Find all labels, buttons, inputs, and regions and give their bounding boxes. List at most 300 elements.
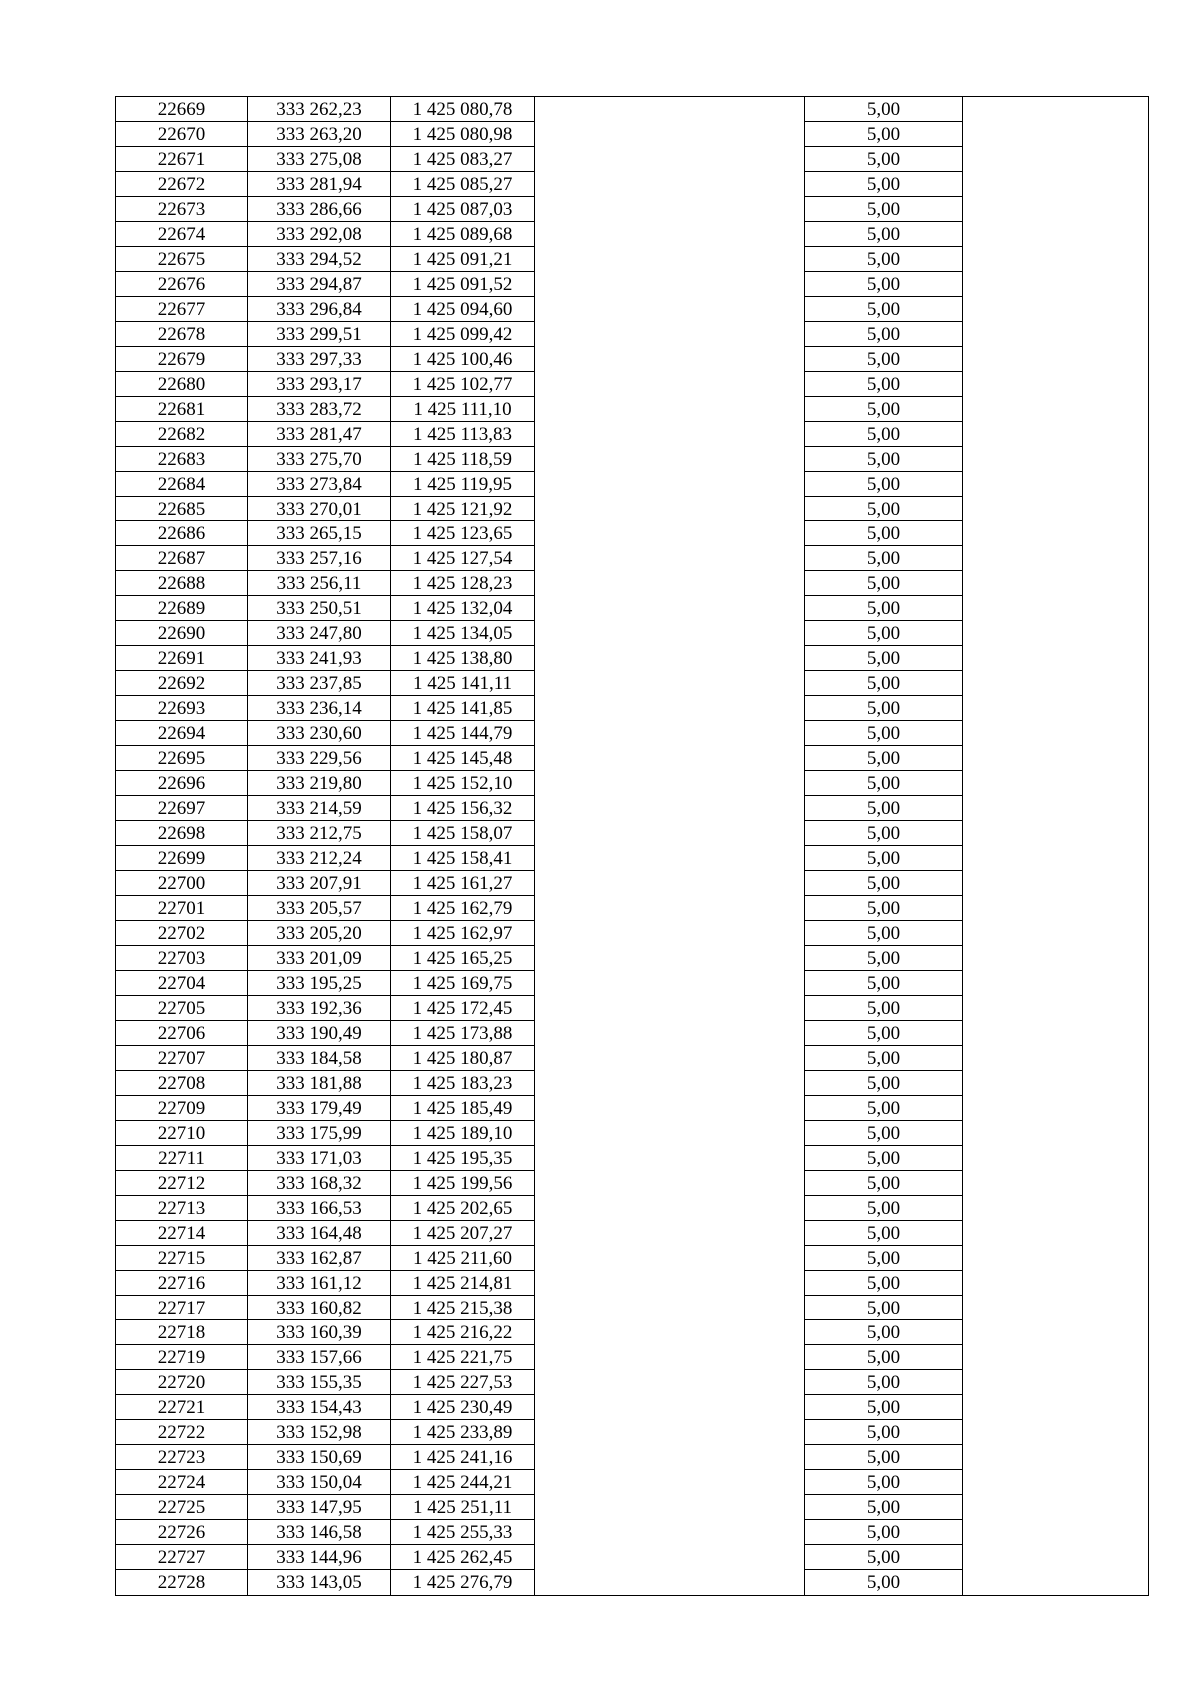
point-number-cell: 22696: [116, 771, 248, 796]
y-coordinate-cell: 1 425 123,65: [391, 521, 535, 546]
table-row: [116, 1196, 1148, 1221]
point-number-cell: 22674: [116, 222, 248, 247]
y-coordinate-cell: 1 425 132,04: [391, 596, 535, 621]
table-row: [116, 1171, 1148, 1196]
point-number-cell: 22683: [116, 447, 248, 472]
table-row: [116, 1420, 1148, 1445]
y-coordinate-cell: 1 425 202,65: [391, 1196, 535, 1221]
description-cell: [535, 1046, 805, 1071]
note-cell: [963, 1196, 1148, 1221]
accuracy-cell: 5,00: [805, 1470, 963, 1495]
x-coordinate-cell: 333 214,59: [248, 796, 391, 821]
accuracy-cell: 5,00: [805, 721, 963, 746]
table-row: [116, 1395, 1148, 1420]
accuracy-cell: 5,00: [805, 472, 963, 497]
description-cell: [535, 696, 805, 721]
point-number-cell: 22688: [116, 571, 248, 596]
x-coordinate-cell: 333 275,70: [248, 447, 391, 472]
accuracy-cell: 5,00: [805, 1171, 963, 1196]
description-cell: [535, 472, 805, 497]
description-cell: [535, 546, 805, 571]
x-coordinate-cell: 333 157,66: [248, 1345, 391, 1370]
y-coordinate-cell: 1 425 094,60: [391, 297, 535, 322]
x-coordinate-cell: 333 256,11: [248, 571, 391, 596]
y-coordinate-cell: 1 425 255,33: [391, 1520, 535, 1545]
y-coordinate-cell: 1 425 244,21: [391, 1470, 535, 1495]
description-cell: [535, 1370, 805, 1395]
x-coordinate-cell: 333 263,20: [248, 122, 391, 147]
accuracy-cell: 5,00: [805, 297, 963, 322]
description-cell: [535, 796, 805, 821]
point-number-cell: 22669: [116, 97, 248, 122]
note-cell: [963, 821, 1148, 846]
table-row: [116, 1370, 1148, 1395]
description-cell: [535, 1196, 805, 1221]
description-cell: [535, 1395, 805, 1420]
description-cell: [535, 97, 805, 122]
y-coordinate-cell: 1 425 089,68: [391, 222, 535, 247]
description-cell: [535, 197, 805, 222]
note-cell: [963, 971, 1148, 996]
table-row: [116, 621, 1148, 646]
table-row: [116, 122, 1148, 147]
x-coordinate-cell: 333 237,85: [248, 671, 391, 696]
accuracy-cell: 5,00: [805, 971, 963, 996]
x-coordinate-cell: 333 273,84: [248, 472, 391, 497]
x-coordinate-cell: 333 297,33: [248, 347, 391, 372]
point-number-cell: 22685: [116, 497, 248, 522]
accuracy-cell: 5,00: [805, 1046, 963, 1071]
x-coordinate-cell: 333 160,82: [248, 1296, 391, 1321]
point-number-cell: 22709: [116, 1096, 248, 1121]
y-coordinate-cell: 1 425 085,27: [391, 172, 535, 197]
note-cell: [963, 297, 1148, 322]
point-number-cell: 22725: [116, 1495, 248, 1520]
accuracy-cell: 5,00: [805, 447, 963, 472]
x-coordinate-cell: 333 195,25: [248, 971, 391, 996]
description-cell: [535, 297, 805, 322]
table-row: [116, 1246, 1148, 1271]
accuracy-cell: 5,00: [805, 1071, 963, 1096]
accuracy-cell: 5,00: [805, 621, 963, 646]
accuracy-cell: 5,00: [805, 1196, 963, 1221]
accuracy-cell: 5,00: [805, 1246, 963, 1271]
table-row: [116, 197, 1148, 222]
table-row: [116, 497, 1148, 522]
table-row: [116, 347, 1148, 372]
x-coordinate-cell: 333 155,35: [248, 1370, 391, 1395]
point-number-cell: 22682: [116, 422, 248, 447]
table-row: [116, 546, 1148, 571]
note-cell: [963, 1121, 1148, 1146]
note-cell: [963, 1570, 1148, 1595]
point-number-cell: 22710: [116, 1121, 248, 1146]
accuracy-cell: 5,00: [805, 172, 963, 197]
note-cell: [963, 721, 1148, 746]
table-row: [116, 971, 1148, 996]
x-coordinate-cell: 333 192,36: [248, 996, 391, 1021]
note-cell: [963, 596, 1148, 621]
x-coordinate-cell: 333 181,88: [248, 1071, 391, 1096]
table-row: [116, 1445, 1148, 1470]
note-cell: [963, 1021, 1148, 1046]
x-coordinate-cell: 333 265,15: [248, 521, 391, 546]
x-coordinate-cell: 333 281,94: [248, 172, 391, 197]
note-cell: [963, 1296, 1148, 1321]
table-row: [116, 796, 1148, 821]
point-number-cell: 22671: [116, 147, 248, 172]
y-coordinate-cell: 1 425 141,11: [391, 671, 535, 696]
table-row: [116, 696, 1148, 721]
table-row: [116, 397, 1148, 422]
x-coordinate-cell: 333 184,58: [248, 1046, 391, 1071]
table-row: [116, 571, 1148, 596]
point-number-cell: 22675: [116, 247, 248, 272]
note-cell: [963, 921, 1148, 946]
accuracy-cell: 5,00: [805, 147, 963, 172]
point-number-cell: 22702: [116, 921, 248, 946]
table-row: [116, 1271, 1148, 1296]
note-cell: [963, 746, 1148, 771]
accuracy-cell: 5,00: [805, 646, 963, 671]
accuracy-cell: 5,00: [805, 1445, 963, 1470]
note-cell: [963, 521, 1148, 546]
y-coordinate-cell: 1 425 087,03: [391, 197, 535, 222]
accuracy-cell: 5,00: [805, 347, 963, 372]
x-coordinate-cell: 333 219,80: [248, 771, 391, 796]
note-cell: [963, 222, 1148, 247]
description-cell: [535, 771, 805, 796]
x-coordinate-cell: 333 294,87: [248, 272, 391, 297]
y-coordinate-cell: 1 425 141,85: [391, 696, 535, 721]
table-row: [116, 272, 1148, 297]
y-coordinate-cell: 1 425 162,97: [391, 921, 535, 946]
accuracy-cell: 5,00: [805, 222, 963, 247]
point-number-cell: 22681: [116, 397, 248, 422]
description-cell: [535, 846, 805, 871]
description-cell: [535, 646, 805, 671]
x-coordinate-cell: 333 161,12: [248, 1271, 391, 1296]
y-coordinate-cell: 1 425 111,10: [391, 397, 535, 422]
note-cell: [963, 696, 1148, 721]
point-number-cell: 22673: [116, 197, 248, 222]
point-number-cell: 22670: [116, 122, 248, 147]
note-cell: [963, 97, 1148, 122]
note-cell: [963, 1071, 1148, 1096]
table-row: [116, 97, 1148, 122]
note-cell: [963, 571, 1148, 596]
point-number-cell: 22713: [116, 1196, 248, 1221]
description-cell: [535, 721, 805, 746]
point-number-cell: 22677: [116, 297, 248, 322]
accuracy-cell: 5,00: [805, 1345, 963, 1370]
table-row: [116, 447, 1148, 472]
y-coordinate-cell: 1 425 127,54: [391, 546, 535, 571]
point-number-cell: 22714: [116, 1221, 248, 1246]
point-number-cell: 22692: [116, 671, 248, 696]
note-cell: [963, 347, 1148, 372]
table-row: [116, 172, 1148, 197]
note-cell: [963, 1545, 1148, 1570]
point-number-cell: 22686: [116, 521, 248, 546]
note-cell: [963, 1520, 1148, 1545]
accuracy-cell: 5,00: [805, 372, 963, 397]
x-coordinate-cell: 333 229,56: [248, 746, 391, 771]
table-row: [116, 646, 1148, 671]
point-number-cell: 22687: [116, 546, 248, 571]
table-row: [116, 322, 1148, 347]
y-coordinate-cell: 1 425 099,42: [391, 322, 535, 347]
description-cell: [535, 896, 805, 921]
point-number-cell: 22724: [116, 1470, 248, 1495]
x-coordinate-cell: 333 230,60: [248, 721, 391, 746]
x-coordinate-cell: 333 152,98: [248, 1420, 391, 1445]
x-coordinate-cell: 333 212,24: [248, 846, 391, 871]
note-cell: [963, 1395, 1148, 1420]
note-cell: [963, 546, 1148, 571]
description-cell: [535, 971, 805, 996]
x-coordinate-cell: 333 283,72: [248, 397, 391, 422]
accuracy-cell: 5,00: [805, 896, 963, 921]
x-coordinate-cell: 333 150,04: [248, 1470, 391, 1495]
note-cell: [963, 621, 1148, 646]
y-coordinate-cell: 1 425 080,78: [391, 97, 535, 122]
note-cell: [963, 1046, 1148, 1071]
x-coordinate-cell: 333 257,16: [248, 546, 391, 571]
point-number-cell: 22672: [116, 172, 248, 197]
y-coordinate-cell: 1 425 251,11: [391, 1495, 535, 1520]
table-row: [116, 721, 1148, 746]
point-number-cell: 22699: [116, 846, 248, 871]
table-row: [116, 821, 1148, 846]
point-number-cell: 22708: [116, 1071, 248, 1096]
x-coordinate-cell: 333 143,05: [248, 1570, 391, 1595]
x-coordinate-cell: 333 299,51: [248, 322, 391, 347]
note-cell: [963, 896, 1148, 921]
point-number-cell: 22717: [116, 1296, 248, 1321]
y-coordinate-cell: 1 425 233,89: [391, 1420, 535, 1445]
note-cell: [963, 1096, 1148, 1121]
y-coordinate-cell: 1 425 102,77: [391, 372, 535, 397]
accuracy-cell: 5,00: [805, 921, 963, 946]
description-cell: [535, 1171, 805, 1196]
note-cell: [963, 1470, 1148, 1495]
x-coordinate-cell: 333 293,17: [248, 372, 391, 397]
table-row: [116, 846, 1148, 871]
description-cell: [535, 1121, 805, 1146]
note-cell: [963, 1320, 1148, 1345]
accuracy-cell: 5,00: [805, 272, 963, 297]
note-cell: [963, 1246, 1148, 1271]
table-row: [116, 1021, 1148, 1046]
point-number-cell: 22694: [116, 721, 248, 746]
description-cell: [535, 1495, 805, 1520]
x-coordinate-cell: 333 168,32: [248, 1171, 391, 1196]
x-coordinate-cell: 333 262,23: [248, 97, 391, 122]
table-row: [116, 871, 1148, 896]
y-coordinate-cell: 1 425 121,92: [391, 497, 535, 522]
y-coordinate-cell: 1 425 227,53: [391, 1370, 535, 1395]
note-cell: [963, 472, 1148, 497]
y-coordinate-cell: 1 425 118,59: [391, 447, 535, 472]
accuracy-cell: 5,00: [805, 97, 963, 122]
x-coordinate-cell: 333 250,51: [248, 596, 391, 621]
table-row: [116, 422, 1148, 447]
point-number-cell: 22711: [116, 1146, 248, 1171]
description-cell: [535, 1520, 805, 1545]
point-number-cell: 22700: [116, 871, 248, 896]
y-coordinate-cell: 1 425 207,27: [391, 1221, 535, 1246]
accuracy-cell: 5,00: [805, 1146, 963, 1171]
accuracy-cell: 5,00: [805, 671, 963, 696]
table-row: [116, 147, 1148, 172]
y-coordinate-cell: 1 425 144,79: [391, 721, 535, 746]
point-number-cell: 22701: [116, 896, 248, 921]
y-coordinate-cell: 1 425 165,25: [391, 946, 535, 971]
accuracy-cell: 5,00: [805, 497, 963, 522]
accuracy-cell: 5,00: [805, 871, 963, 896]
accuracy-cell: 5,00: [805, 397, 963, 422]
y-coordinate-cell: 1 425 158,41: [391, 846, 535, 871]
accuracy-cell: 5,00: [805, 1495, 963, 1520]
table-row: [116, 771, 1148, 796]
note-cell: [963, 1271, 1148, 1296]
accuracy-cell: 5,00: [805, 197, 963, 222]
y-coordinate-cell: 1 425 230,49: [391, 1395, 535, 1420]
accuracy-cell: 5,00: [805, 996, 963, 1021]
description-cell: [535, 1420, 805, 1445]
description-cell: [535, 946, 805, 971]
description-cell: [535, 1570, 805, 1595]
x-coordinate-cell: 333 144,96: [248, 1545, 391, 1570]
y-coordinate-cell: 1 425 189,10: [391, 1121, 535, 1146]
table-row: [116, 521, 1148, 546]
point-number-cell: 22698: [116, 821, 248, 846]
y-coordinate-cell: 1 425 158,07: [391, 821, 535, 846]
y-coordinate-cell: 1 425 185,49: [391, 1096, 535, 1121]
y-coordinate-cell: 1 425 215,38: [391, 1296, 535, 1321]
point-number-cell: 22697: [116, 796, 248, 821]
note-cell: [963, 372, 1148, 397]
table-row: [116, 297, 1148, 322]
table-row: [116, 247, 1148, 272]
table-row: [116, 896, 1148, 921]
note-cell: [963, 197, 1148, 222]
point-number-cell: 22727: [116, 1545, 248, 1570]
x-coordinate-cell: 333 207,91: [248, 871, 391, 896]
description-cell: [535, 871, 805, 896]
description-cell: [535, 1445, 805, 1470]
coordinates-table: [115, 96, 1149, 1596]
table-row: [116, 1345, 1148, 1370]
point-number-cell: 22703: [116, 946, 248, 971]
point-number-cell: 22695: [116, 746, 248, 771]
x-coordinate-cell: 333 286,66: [248, 197, 391, 222]
x-coordinate-cell: 333 212,75: [248, 821, 391, 846]
y-coordinate-cell: 1 425 162,79: [391, 896, 535, 921]
note-cell: [963, 1495, 1148, 1520]
description-cell: [535, 497, 805, 522]
table-row: [116, 472, 1148, 497]
y-coordinate-cell: 1 425 172,45: [391, 996, 535, 1021]
description-cell: [535, 447, 805, 472]
y-coordinate-cell: 1 425 276,79: [391, 1570, 535, 1595]
y-coordinate-cell: 1 425 128,23: [391, 571, 535, 596]
point-number-cell: 22712: [116, 1171, 248, 1196]
description-cell: [535, 272, 805, 297]
x-coordinate-cell: 333 175,99: [248, 1121, 391, 1146]
point-number-cell: 22722: [116, 1420, 248, 1445]
accuracy-cell: 5,00: [805, 1570, 963, 1595]
point-number-cell: 22689: [116, 596, 248, 621]
accuracy-cell: 5,00: [805, 946, 963, 971]
point-number-cell: 22726: [116, 1520, 248, 1545]
point-number-cell: 22676: [116, 272, 248, 297]
description-cell: [535, 596, 805, 621]
y-coordinate-cell: 1 425 083,27: [391, 147, 535, 172]
table-row: [116, 1320, 1148, 1345]
y-coordinate-cell: 1 425 216,22: [391, 1320, 535, 1345]
y-coordinate-cell: 1 425 221,75: [391, 1345, 535, 1370]
x-coordinate-cell: 333 160,39: [248, 1320, 391, 1345]
point-number-cell: 22679: [116, 347, 248, 372]
accuracy-cell: 5,00: [805, 521, 963, 546]
note-cell: [963, 172, 1148, 197]
description-cell: [535, 1545, 805, 1570]
accuracy-cell: 5,00: [805, 422, 963, 447]
table-row: [116, 1520, 1148, 1545]
description-cell: [535, 1271, 805, 1296]
description-cell: [535, 1345, 805, 1370]
note-cell: [963, 946, 1148, 971]
note-cell: [963, 996, 1148, 1021]
description-cell: [535, 996, 805, 1021]
accuracy-cell: 5,00: [805, 771, 963, 796]
accuracy-cell: 5,00: [805, 122, 963, 147]
note-cell: [963, 147, 1148, 172]
note-cell: [963, 447, 1148, 472]
point-number-cell: 22704: [116, 971, 248, 996]
y-coordinate-cell: 1 425 180,87: [391, 1046, 535, 1071]
accuracy-cell: 5,00: [805, 1021, 963, 1046]
description-cell: [535, 921, 805, 946]
accuracy-cell: 5,00: [805, 1121, 963, 1146]
x-coordinate-cell: 333 146,58: [248, 1520, 391, 1545]
description-cell: [535, 1096, 805, 1121]
y-coordinate-cell: 1 425 156,32: [391, 796, 535, 821]
y-coordinate-cell: 1 425 195,35: [391, 1146, 535, 1171]
description-cell: [535, 322, 805, 347]
x-coordinate-cell: 333 247,80: [248, 621, 391, 646]
x-coordinate-cell: 333 270,01: [248, 497, 391, 522]
accuracy-cell: 5,00: [805, 1096, 963, 1121]
y-coordinate-cell: 1 425 152,10: [391, 771, 535, 796]
accuracy-cell: 5,00: [805, 746, 963, 771]
description-cell: [535, 671, 805, 696]
accuracy-cell: 5,00: [805, 1520, 963, 1545]
accuracy-cell: 5,00: [805, 821, 963, 846]
accuracy-cell: 5,00: [805, 846, 963, 871]
description-cell: [535, 521, 805, 546]
note-cell: [963, 796, 1148, 821]
accuracy-cell: 5,00: [805, 1545, 963, 1570]
table-row: [116, 596, 1148, 621]
description-cell: [535, 1221, 805, 1246]
note-cell: [963, 1221, 1148, 1246]
table-row: [116, 1071, 1148, 1096]
y-coordinate-cell: 1 425 113,83: [391, 422, 535, 447]
y-coordinate-cell: 1 425 169,75: [391, 971, 535, 996]
